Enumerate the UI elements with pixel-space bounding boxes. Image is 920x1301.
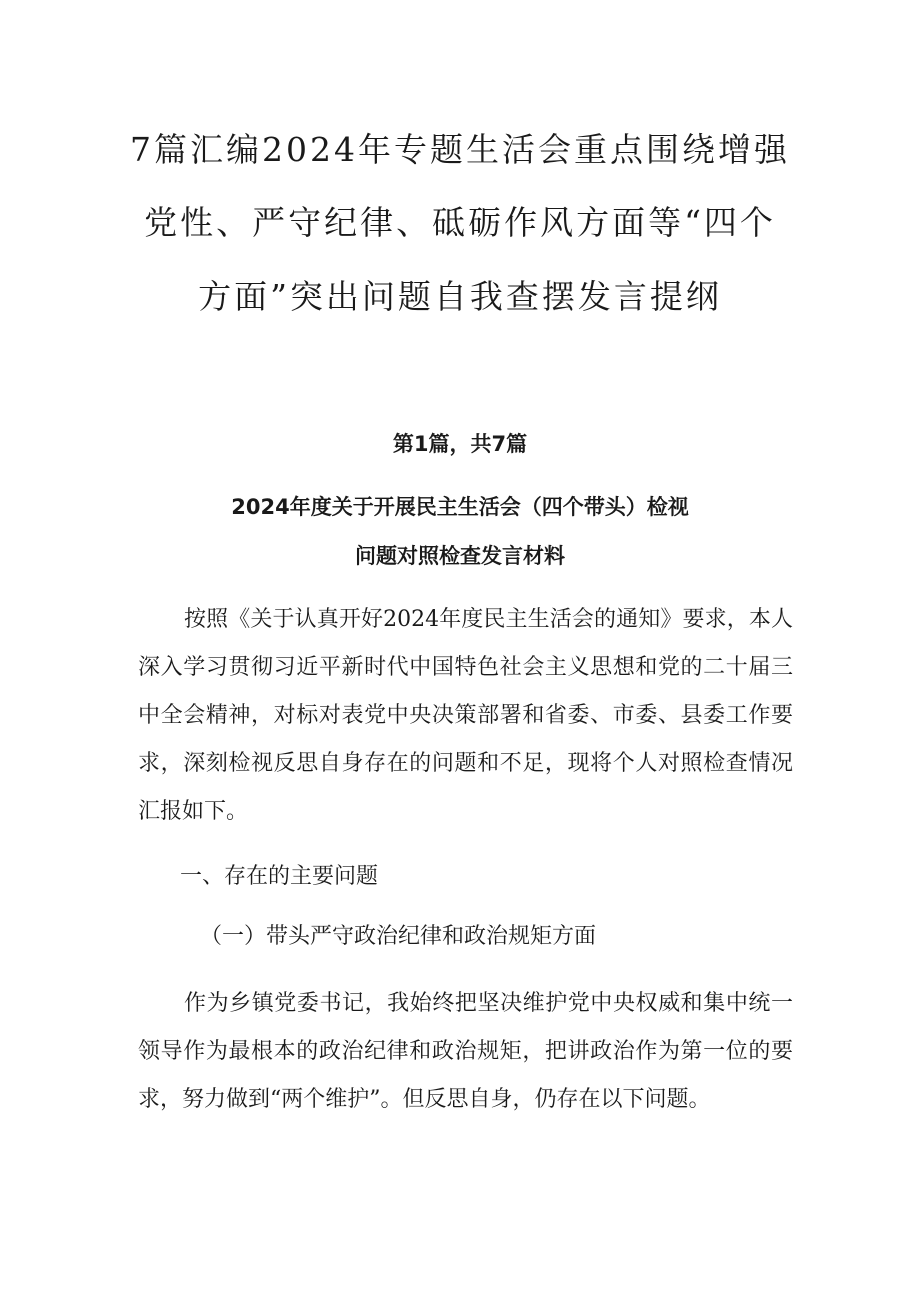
document-title-line-3: 方面”突出问题自我查摆发言提纲 [198,277,722,316]
subsection-heading: （一）带头严守政治纪律和政治规矩方面 [200,924,597,949]
body-paragraph: 作为乡镇党委书记，我始终把坚决维护党中央权威和集中统一领导作为最根本的政治纪律和政治规矩，把讲政治作为第一位的要求，努力做到“两个维护”。但反思自身，仍存在以下问题。 [138,991,793,1112]
part-label: 第1篇，共7篇 [392,432,528,456]
article-title-line-2: 问题对照检查发言材料 [355,544,565,568]
section-heading: 一、存在的主要问题 [180,864,379,889]
intro-paragraph: 按照《关于认真开好2024年度民主生活会的通知》要求，本人深入学习贯彻习近平新时代中国特色社会主义思想和党的二十届三中全会精神，对标对表党中央决策部署和省委、市委、县委工作要求，深刻检视反思自身存在的问题和不足，现将个人对照检查情况汇报如下。 [138,607,793,824]
document-title-line-2: 党性、严守纪律、砥砺作风方面等“四个 [144,203,776,242]
document-title-line-1: 7篇汇编2024年专题生活会重点围绕增强 [130,130,790,169]
article-title-line-1: 2024年度关于开展民主生活会（四个带头）检视 [231,495,689,519]
